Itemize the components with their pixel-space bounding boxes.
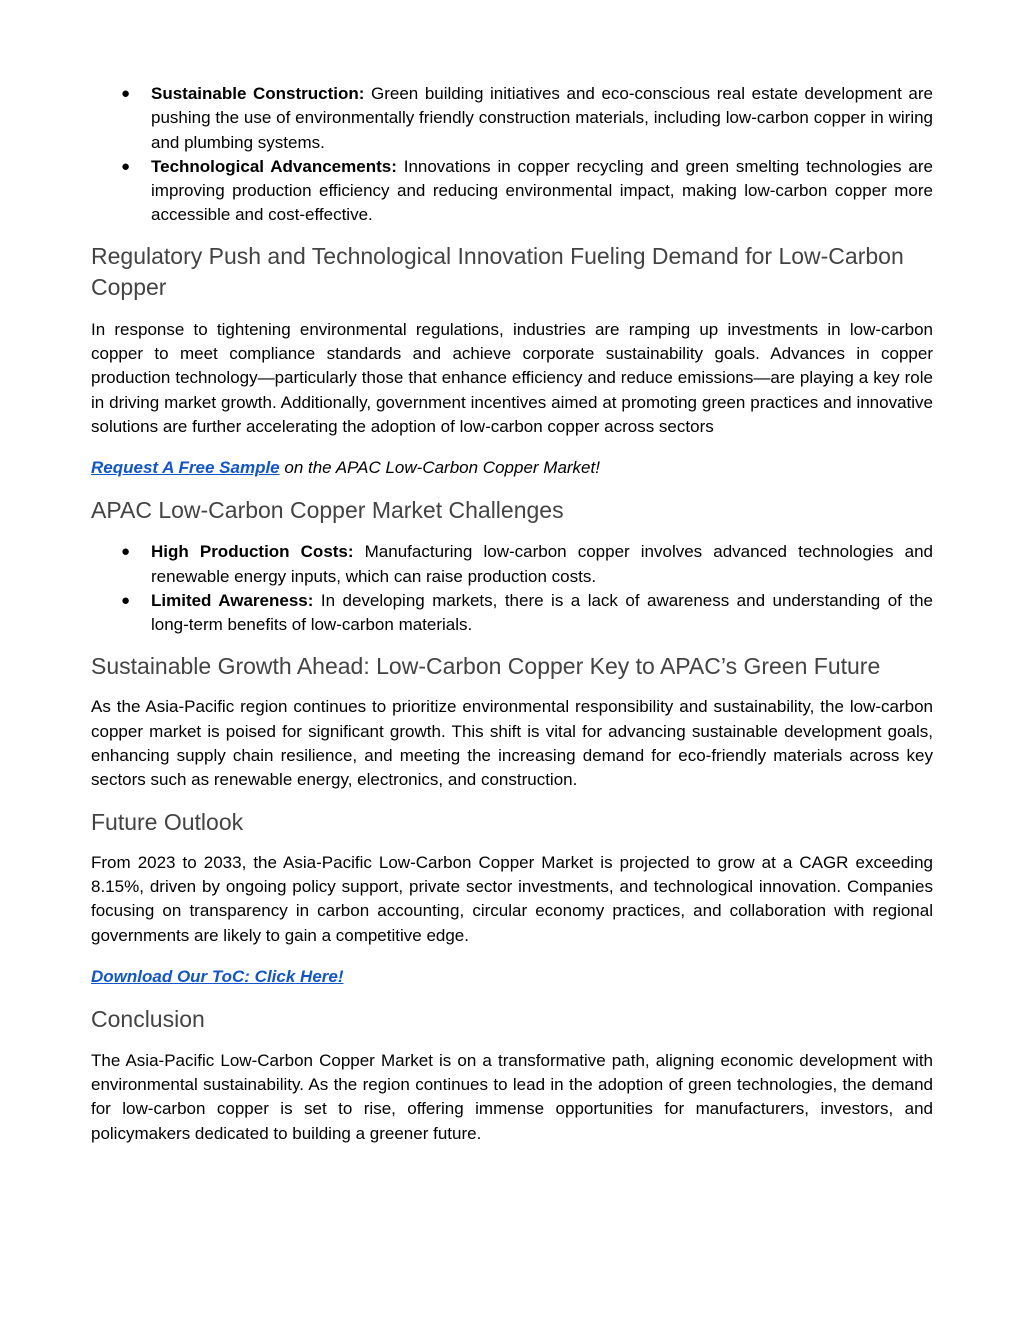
bullet-text: Innovations in copper recycling and green smelting technologies are improving production efficiency and reducing environmental impact, making low-carbon copper more accessible and cost-effective.	[151, 156, 933, 225]
document-page	[91, 82, 933, 1146]
bullet-dot-icon: ●	[121, 543, 131, 561]
bullet-text: Green building initiatives and eco-conscious real estate development are pushing the use of environmentally friendly construction materials, including low-carbon copper in wiring and plumbing systems.	[151, 84, 933, 152]
sample-cta-line	[91, 456, 933, 480]
bullet-title: Limited Awareness:	[151, 590, 314, 610]
bullet-text: Manufacturing low-carbon copper involves advanced technologies and renewable energy inputs, which can raise production costs.	[151, 542, 934, 586]
bullet-text: In developing markets, there is a lack of awareness and understanding of the long-term benefits of low-carbon materials.	[151, 590, 933, 635]
bullet-title: Technological Advancements:	[151, 156, 397, 176]
outlook-paragraph: From 2023 to 2033, the Asia-Pacific Low-Carbon Copper Market is projected to grow at a CAGR exceeding 8.15%, driven by ongoing policy support, private sector investments, and technological innovation. Companies focusing on transparency in carbon accounting, circular economy practices, and collaboration with regional governments are likely to gain a competitive edge.	[91, 852, 933, 945]
growth-paragraph: As the Asia-Pacific region continues to prioritize environmental responsibility and sustainability, the low-carbon copper market is poised for significant growth. This shift is vital for advancing sustainable development goals, enhancing supply chain resilience, and meeting the increasing demand for eco-friendly materials across key sectors such as renewable energy, electronics, and construction.	[91, 697, 933, 790]
list-item	[91, 82, 933, 155]
regulatory-paragraph: In response to tightening environmental regulations, industries are ramping up investments in low-carbon copper to meet compliance standards and achieve corporate sustainability goals. Advances in copper production technology—particularly those that enhance efficiency and reduce emissions—are playing a key role in driving market growth. Additionally, government incentives aimed at promoting green practices and innovative solutions are further accelerating the adoption of low-carbon copper across sectors	[91, 319, 933, 436]
list-item	[91, 540, 933, 589]
bullet-title: Sustainable Construction:	[151, 84, 365, 103]
bullet-title: High Production Costs:	[151, 542, 354, 562]
section-heading-challenges: APAC Low-Carbon Copper Market Challenges	[91, 497, 564, 524]
bullet-dot-icon: ●	[121, 591, 131, 609]
bullet-dot-icon: ●	[121, 85, 131, 102]
sample-cta-text: on the APAC Low-Carbon Copper Market!	[279, 458, 600, 478]
download-toc-link[interactable]: Download Our ToC: Click Here!	[91, 966, 344, 986]
section-heading-outlook: Future Outlook	[91, 808, 244, 835]
request-sample-link[interactable]: Request A Free Sample	[91, 458, 280, 478]
list-item	[91, 155, 933, 228]
bullet-dot-icon: ●	[121, 157, 131, 175]
section-heading-regulatory: Regulatory Push and Technological Innovation Fueling Demand for Low-Carbon Copper	[91, 242, 904, 300]
section-heading-growth: Sustainable Growth Ahead: Low-Carbon Copper Key to APAC’s Green Future	[91, 653, 881, 680]
challenges-bullet-list	[91, 540, 933, 637]
list-item	[91, 589, 933, 638]
intro-bullet-list	[91, 82, 933, 228]
toc-cta-line	[91, 965, 933, 989]
conclusion-paragraph: The Asia-Pacific Low-Carbon Copper Market is on a transformative path, aligning economic development with environmental sustainability. As the region continues to lead in the adoption of green technologies, the demand for low-carbon copper is set to rise, offering immense opportunities for manufacturers, investors, and policymakers dedicated to building a greener future.	[91, 1050, 933, 1143]
section-heading-conclusion: Conclusion	[91, 1005, 205, 1032]
